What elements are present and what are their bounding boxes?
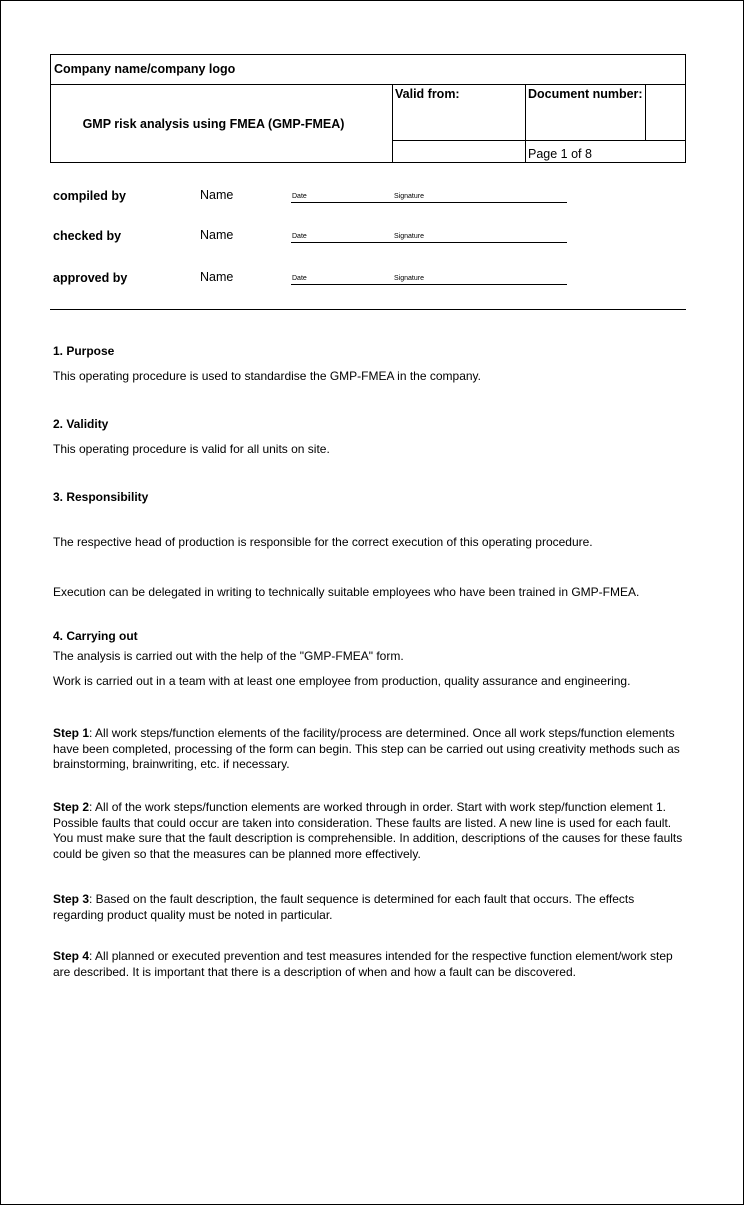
step-text: : Based on the fault description, the fault sequence is determined for each fault that occurs. The effects regarding product quality must be noted in particular.: [53, 892, 635, 922]
document-number-value: [646, 85, 685, 141]
responsibility-text-1: The respective head of production is responsible for the correct execution of this operating procedure.: [53, 535, 593, 549]
step-text: : All work steps/function elements of the facility/process are determined. Once all work steps/function elements have been completed, processing of the form can begin. This step can be carried out using creativity methods such as brainstorming, brainwriting, etc. if necessary.: [53, 726, 680, 771]
step-4: [53, 949, 683, 980]
step-3: [53, 892, 683, 923]
signoff-signature-label: Signature: [394, 233, 424, 240]
carrying-out-heading: 4. Carrying out: [53, 629, 138, 643]
responsibility-text-2: Execution can be delegated in writing to technically suitable employees who have been trained in GMP-FMEA.: [53, 585, 640, 599]
signoff-line: [291, 202, 567, 203]
signoff-name: Name: [200, 228, 234, 242]
step-label: Step 3: [53, 892, 90, 906]
signoff-compiled: [53, 189, 573, 209]
header-table: [50, 54, 686, 163]
signoff-approved: [53, 271, 573, 291]
valid-from-label: Valid from:: [393, 85, 526, 141]
validity-text: This operating procedure is valid for all units on site.: [53, 442, 330, 456]
signoff-signature-label: Signature: [394, 193, 424, 200]
signoff-name: Name: [200, 270, 234, 284]
step-2: [53, 800, 683, 862]
signoff-role: checked by: [53, 229, 122, 243]
step-label: Step 1: [53, 726, 90, 740]
purpose-text: This operating procedure is used to standardise the GMP-FMEA in the company.: [53, 369, 481, 383]
step-text: : All of the work steps/function elements are worked through in order. Start with work step/function element 1. Possible faults that could occur are taken into consideration. These faults are listed. A new line is used for each fault. You must make sure that the fault description is comprehensible. In addition, descriptions of the causes for these faults could be given so that the measures can be planned more effectively.: [53, 800, 683, 861]
signoff-signature-label: Signature: [394, 275, 424, 282]
signoff-role: approved by: [53, 271, 128, 285]
signoff-line: [291, 284, 567, 285]
carrying-out-text-1: The analysis is carried out with the help of the "GMP-FMEA" form.: [53, 649, 404, 663]
page-number: Page 1 of 8: [528, 147, 592, 161]
responsibility-heading: 3. Responsibility: [53, 490, 149, 504]
signoff-date-label: Date: [292, 233, 307, 240]
divider: [50, 309, 686, 310]
document-number-label: Document number:: [526, 85, 646, 141]
purpose-heading: 1. Purpose: [53, 344, 115, 358]
validity-heading: 2. Validity: [53, 417, 109, 431]
signoff-checked: [53, 229, 573, 249]
signoff-date-label: Date: [292, 275, 307, 282]
signoff-line: [291, 242, 567, 243]
carrying-out-text-2: Work is carried out in a team with at least one employee from production, quality assurance and engineering.: [53, 674, 631, 688]
step-1: [53, 726, 683, 773]
document-title: GMP risk analysis using FMEA (GMP-FMEA): [51, 85, 393, 162]
step-text: : All planned or executed prevention and test measures intended for the respective function element/work step are described. It is important that there is a description of when and how a fault can be discovered.: [53, 949, 673, 979]
valid-from-value: [393, 141, 526, 162]
signoff-role: compiled by: [53, 189, 126, 203]
company-name: Company name/company logo: [51, 55, 685, 85]
step-label: Step 4: [53, 949, 90, 963]
signoff-date-label: Date: [292, 193, 307, 200]
step-label: Step 2: [53, 800, 90, 814]
signoff-name: Name: [200, 188, 234, 202]
